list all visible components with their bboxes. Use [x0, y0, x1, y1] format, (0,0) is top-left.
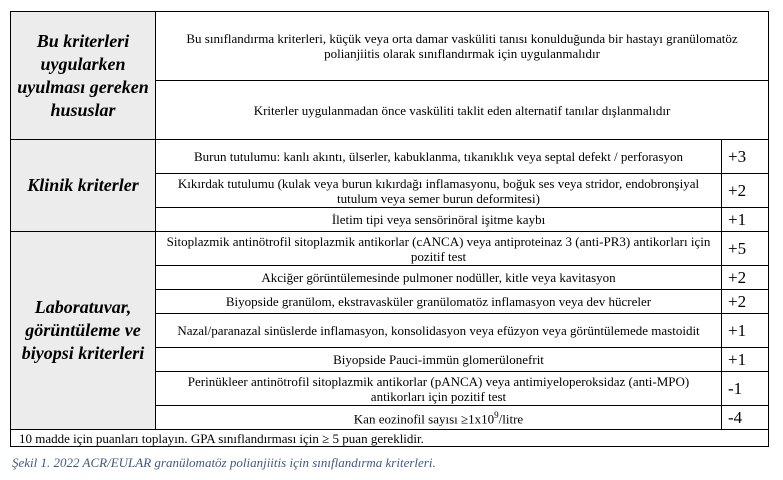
- criterion-text: Sitoplazmik antinötrofil sitoplazmik antikorlar (cANCA) veya antiproteinaz 3 (anti-PR3) antikorları için pozitif test: [156, 232, 722, 266]
- criterion-points: +3: [722, 140, 769, 174]
- eosinophil-unit: /litre: [498, 411, 524, 427]
- footer-note: 10 madde için puanları toplayın. GPA sınıflandırması için ≥ 5 puan gereklidir.: [11, 430, 769, 447]
- criterion-text: [156, 406, 722, 430]
- table-row: [11, 430, 769, 447]
- eosinophil-text: Kan eozinofil sayısı ≥1x10: [353, 411, 495, 427]
- criterion-text: Biyopside granülom, ekstravasküler granülomatöz inflamasyon veya dev hücreler: [156, 290, 722, 314]
- table-row: [11, 140, 769, 174]
- table-row: [11, 12, 769, 81]
- criterion-text: Nazal/paranazal sinüslerde inflamasyon, konsolidasyon veya efüzyon veya görüntülemede mastoidit: [156, 314, 722, 348]
- criterion-text: Perinükleer antinötrofil sitoplazmik antikorlar (pANCA) veya antimiyeloperoksidaz (anti-MPO) antikorları için pozitif test: [156, 372, 722, 406]
- criterion-text: Burun tutulumu: kanlı akıntı, ülserler, kabuklanma, tıkanıklık veya septal defekt / perforasyon: [156, 140, 722, 174]
- section-title-lab: Laboratuvar, görüntüleme ve biyopsi kriterleri: [11, 232, 156, 430]
- criterion-points: +2: [722, 290, 769, 314]
- criterion-text: İletim tipi veya sensörinöral işitme kaybı: [156, 208, 722, 232]
- figure-caption: Şekil 1. 2022 ACR/EULAR granülomatöz polianjiitis için sınıflandırma kriterleri.: [12, 455, 436, 470]
- criterion-text: Kıkırdak tutulumu (kulak veya burun kıkırdağı inflamasyonu, boğuk ses veya stridor, endobronşiyal tutulum veya semer burun deformitesi): [156, 174, 722, 208]
- table-row: [11, 232, 769, 266]
- criterion-points: +2: [722, 266, 769, 290]
- criterion-points: +1: [722, 314, 769, 348]
- criterion-points: -4: [722, 406, 769, 430]
- criterion-text: Biyopside Pauci-immün glomerülonefrit: [156, 348, 722, 372]
- criterion-points: +1: [722, 208, 769, 232]
- criteria-table: [10, 11, 769, 447]
- criterion-points: -1: [722, 372, 769, 406]
- criterion-points: +5: [722, 232, 769, 266]
- criterion-points: +2: [722, 174, 769, 208]
- criterion-text: Akciğer görüntülemesinde pulmoner nodüller, kitle veya kavitasyon: [156, 266, 722, 290]
- section-title-apply: Bu kriterleri uygularken uyulması gereken hususlar: [11, 12, 156, 140]
- criterion-points: +1: [722, 348, 769, 372]
- section-title-clinical: Klinik kriterler: [11, 140, 156, 232]
- apply-row-2: Kriterler uygulanmadan önce vasküliti taklit eden alternatif tanılar dışlanmalıdır: [156, 81, 769, 140]
- eosinophil-exponent: 9: [494, 410, 499, 421]
- apply-row-1: Bu sınıflandırma kriterleri, küçük veya orta damar vasküliti tanısı konulduğunda bir hastayı granülomatöz polianjiitis olarak sınıflandırmak için uygulanmalıdır: [156, 12, 769, 81]
